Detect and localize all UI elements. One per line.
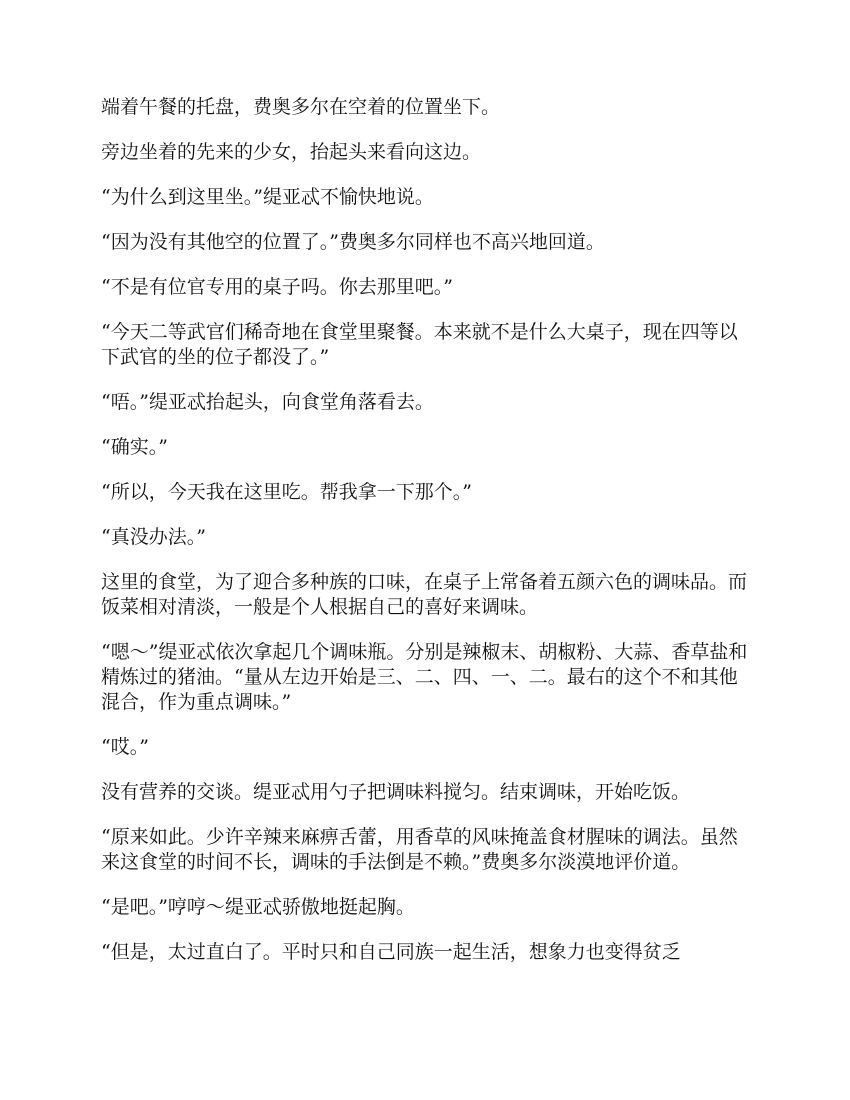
paragraph: “真没办法。” — [101, 526, 206, 548]
paragraph: “嗯～”缇亚忒依次拿起几个调味瓶。分别是辣椒末、胡椒粉、大蒜、香草盐和精炼过的猪油。“量从左边开始是三、二、四、一、二。最右的这个不和其他混合，作为重点调味。” — [101, 641, 748, 713]
paragraph: “因为没有其他空的位置了。”费奥多尔同样也不高兴地回道。 — [101, 231, 605, 253]
paragraph: “所以，今天我在这里吃。帮我拿一下那个。” — [101, 481, 472, 503]
paragraph: “哎。” — [101, 736, 149, 758]
paragraph: “确实。” — [101, 436, 168, 458]
paragraph: “原来如此。少许辛辣来麻痹舌蕾，用香草的风味掩盖食材腥味的调法。虽然来这食堂的时间不长，调味的手法倒是不赖。”费奥多尔淡漠地评价道。 — [101, 826, 738, 873]
paragraph: “为什么到这里坐。”缇亚忒不愉快地说。 — [101, 186, 434, 208]
document-body — [101, 95, 751, 985]
paragraph: “不是有位官专用的桌子吗。你去那里吧。” — [101, 276, 453, 298]
paragraph: “但是，太过直白了。平时只和自己同族一起生活，想象力也变得贫乏 — [101, 941, 681, 963]
paragraph: 端着午餐的托盘，费奥多尔在空着的位置坐下。 — [101, 96, 501, 118]
paragraph: 没有营养的交谈。缇亚忒用勺子把调味料搅匀。结束调味，开始吃饭。 — [101, 781, 691, 803]
paragraph: 这里的食堂，为了迎合多种族的口味，在桌子上常备着五颜六色的调味品。而饭菜相对清淡，一般是个人根据自己的喜好来调味。 — [101, 571, 748, 618]
paragraph: 旁边坐着的先来的少女，抬起头来看向这边。 — [101, 141, 482, 163]
paragraph: “唔。”缇亚忒抬起头，向食堂角落看去。 — [101, 391, 434, 413]
paragraph: “是吧。”哼哼～缇亚忒骄傲地挺起胸。 — [101, 896, 415, 918]
paragraph: “今天二等武官们稀奇地在食堂里聚餐。本来就不是什么大桌子，现在四等以下武官的坐的位子都没了。” — [101, 321, 738, 368]
